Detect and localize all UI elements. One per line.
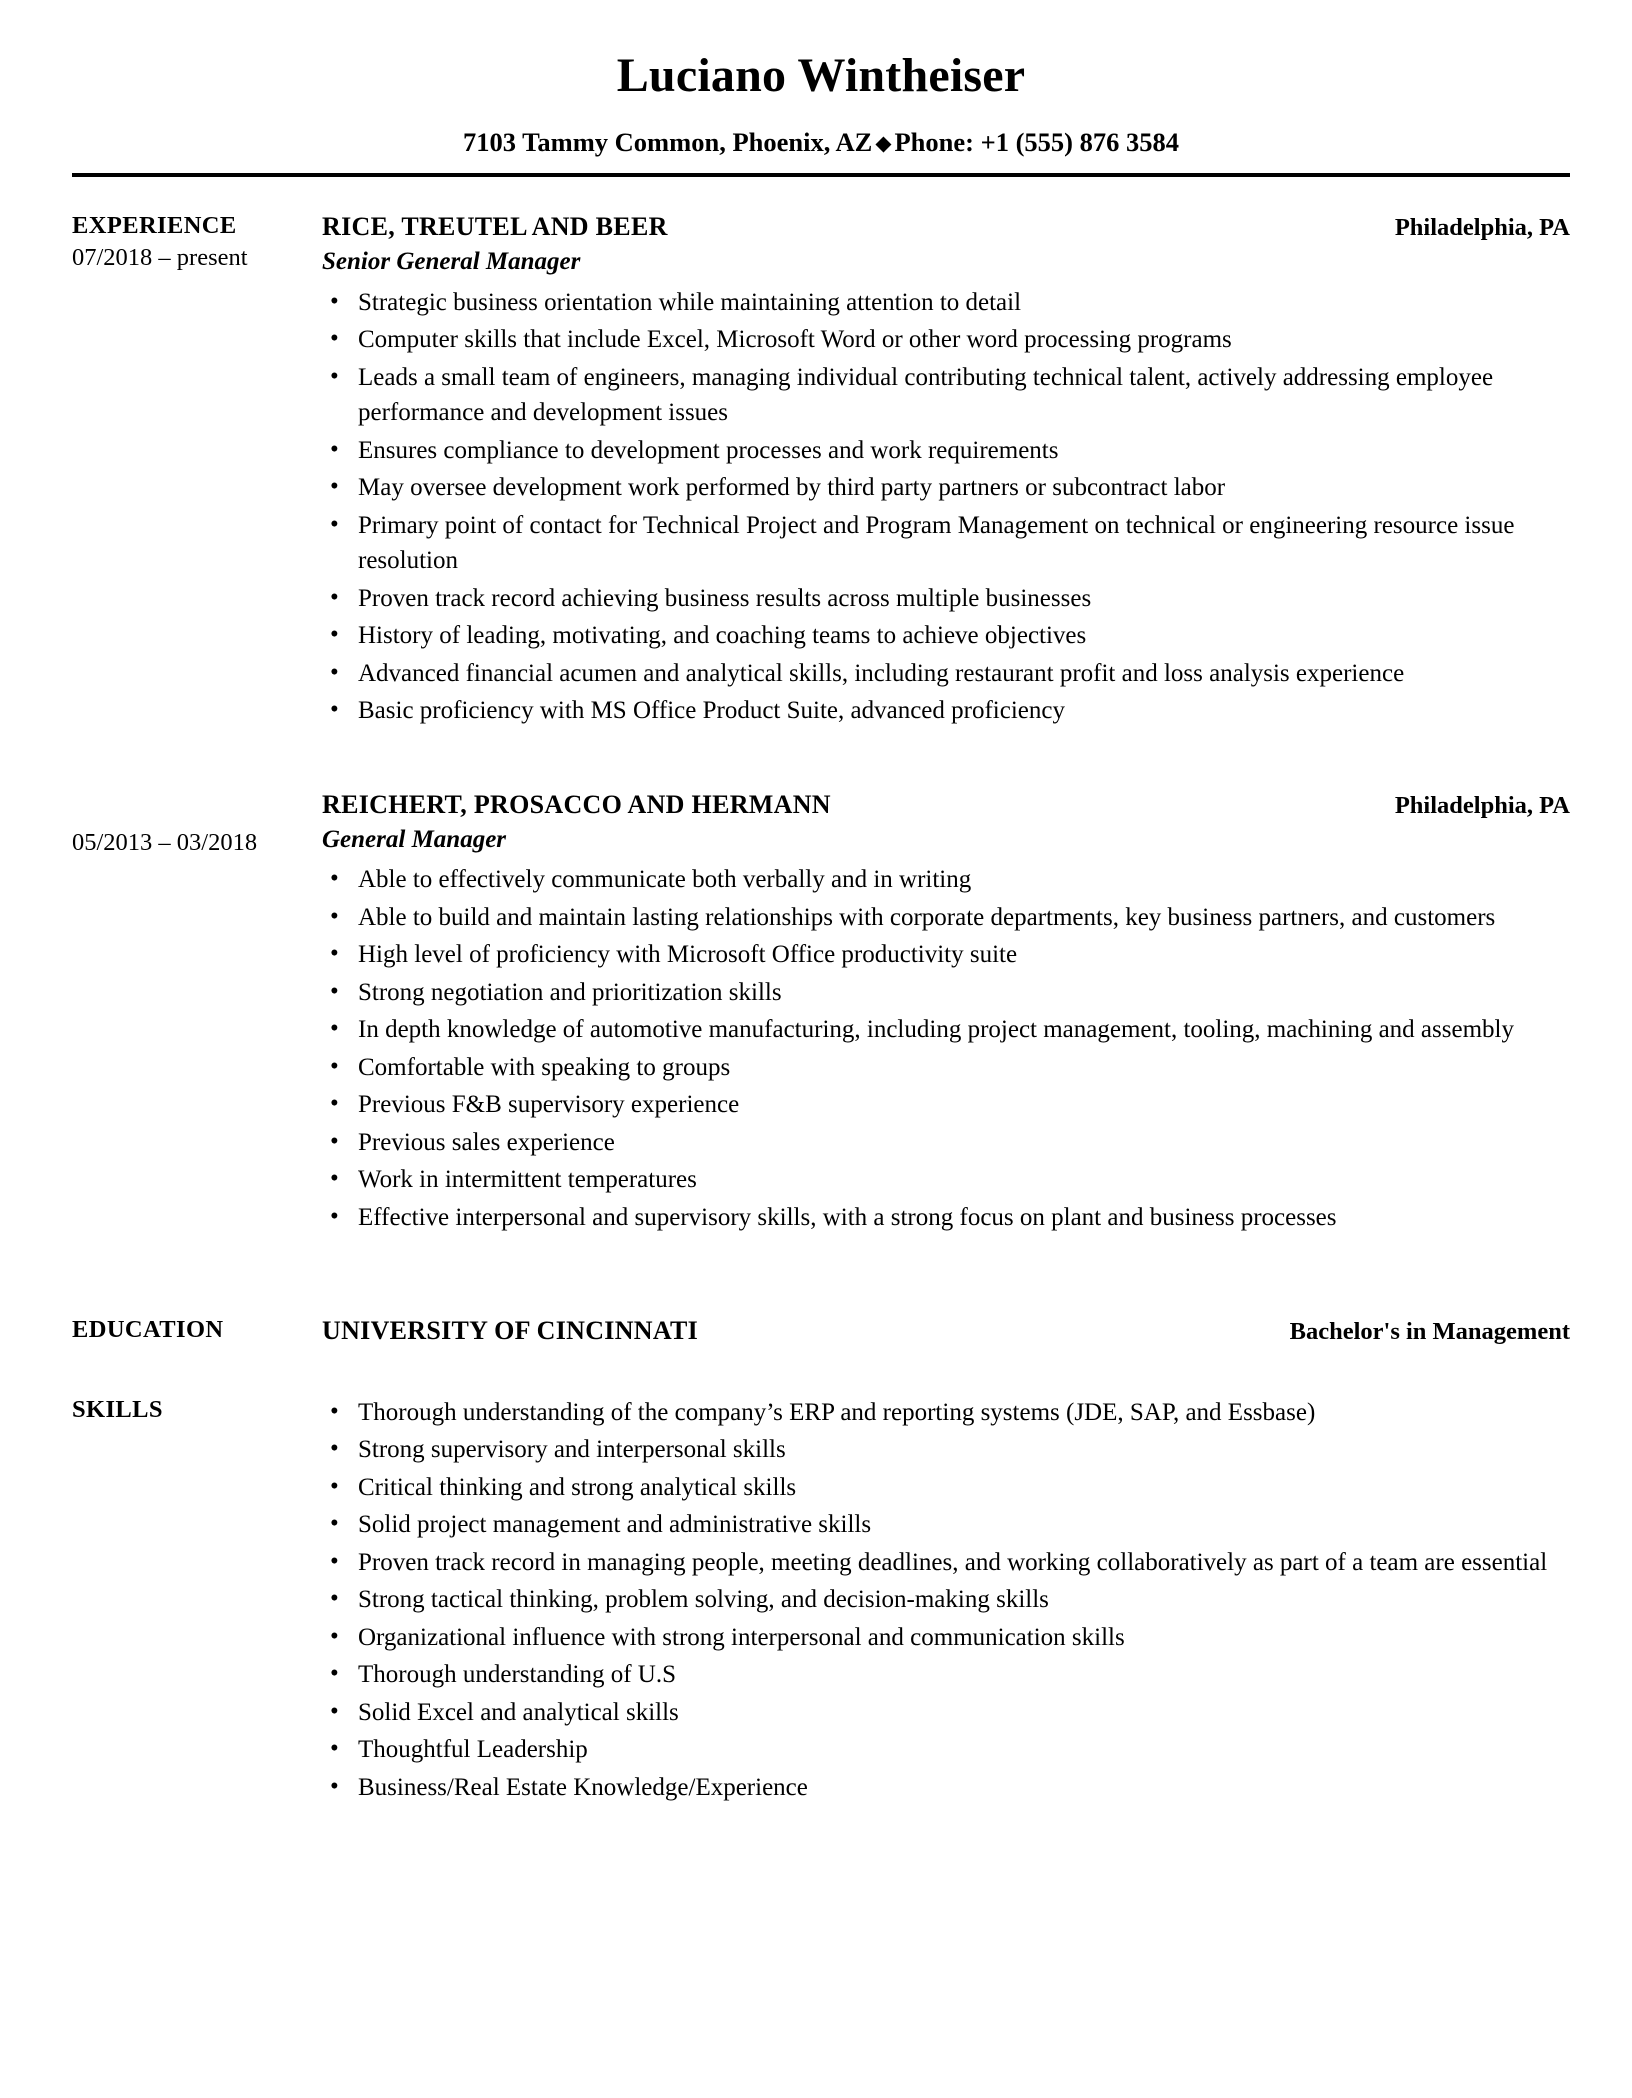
list-item: • Computer skills that include Excel, Microsoft Word or other word processing programs [322, 322, 1570, 358]
candidate-name: Luciano Wintheiser [616, 49, 1026, 102]
list-item: • Proven track record in managing people, meeting deadlines, and working collaboratively as part of a team are essential [322, 1545, 1570, 1581]
experience-meta-column [72, 211, 322, 273]
diamond-separator-icon: ◆ [875, 131, 892, 156]
list-item: • Work in intermittent temperatures [322, 1162, 1570, 1198]
list-item: • Previous F&B supervisory experience [322, 1087, 1570, 1123]
list-item: • Thorough understanding of U.S [322, 1657, 1570, 1693]
experience-section-job-2 [72, 789, 1570, 1238]
skills-section [72, 1395, 1570, 1808]
skills-bullet-list [322, 1395, 1570, 1806]
job-content [322, 789, 1570, 1238]
list-item: • May oversee development work performed by third party partners or subcontract labor [322, 470, 1570, 506]
list-item: • Comfortable with speaking to groups [322, 1050, 1570, 1086]
list-item: • Strong tactical thinking, problem solving, and decision-making skills [322, 1582, 1570, 1618]
job-location: Philadelphia, PA [1394, 213, 1570, 241]
education-meta-column [72, 1315, 322, 1346]
list-item: • Business/Real Estate Knowledge/Experience [322, 1770, 1570, 1806]
list-item: • Proven track record achieving business results across multiple businesses [322, 581, 1570, 617]
job-bullet-list [322, 862, 1570, 1235]
spacer [72, 1237, 1570, 1315]
list-item: • Ensures compliance to development processes and work requirements [322, 433, 1570, 469]
job-dates: 07/2018 – present [72, 243, 248, 271]
section-label-education: EDUCATION [72, 1316, 224, 1344]
spacer [72, 1347, 1570, 1395]
list-item: • Thoughtful Leadership [322, 1732, 1570, 1768]
job-headline [322, 211, 1570, 242]
education-degree: Bachelor's in Management [1289, 1318, 1570, 1346]
list-item: • Primary point of contact for Technical Project and Program Management on technical or engineering resource issue resolution [322, 508, 1570, 579]
list-item: • Previous sales experience [322, 1125, 1570, 1161]
job-bullet-list [322, 285, 1570, 729]
experience-section-job-1 [72, 211, 1570, 731]
list-item: • Strong supervisory and interpersonal skills [322, 1432, 1570, 1468]
education-headline [322, 1315, 1570, 1346]
experience-meta-column [72, 789, 322, 859]
list-item: • Organizational influence with strong interpersonal and communication skills [322, 1620, 1570, 1656]
skills-content [322, 1395, 1570, 1808]
list-item: • Thorough understanding of the company’s ERP and reporting systems (JDE, SAP, and Essbase) [322, 1395, 1570, 1431]
list-item: • Leads a small team of engineers, managing individual contributing technical talent, actively addressing employee performance and development issues [322, 360, 1570, 431]
job-company: RICE, TREUTEL AND BEER [322, 211, 668, 241]
job-location: Philadelphia, PA [1394, 791, 1570, 819]
list-item: • Solid Excel and analytical skills [322, 1695, 1570, 1731]
list-item: • Strategic business orientation while maintaining attention to detail [322, 285, 1570, 321]
list-item: • Solid project management and administrative skills [322, 1507, 1570, 1543]
education-content [322, 1315, 1570, 1346]
job-dates: 05/2013 – 03/2018 [72, 828, 258, 856]
contact-phone: Phone: +1 (555) 876 3584 [894, 127, 1179, 158]
section-label-skills: SKILLS [72, 1395, 163, 1423]
contact-line [72, 127, 1570, 159]
section-label-experience: EXPERIENCE [72, 211, 237, 239]
list-item: • Advanced financial acumen and analytical skills, including restaurant profit and loss analysis experience [322, 656, 1570, 692]
spacer [72, 731, 1570, 789]
list-item: • Able to effectively communicate both verbally and in writing [322, 862, 1570, 898]
list-item: • In depth knowledge of automotive manufacturing, including project management, tooling, machining and assembly [322, 1012, 1570, 1048]
job-headline [322, 789, 1570, 820]
job-company: REICHERT, PROSACCO AND HERMANN [322, 789, 831, 819]
header-divider [72, 173, 1570, 177]
contact-address: 7103 Tammy Common, Phoenix, AZ [463, 127, 873, 158]
list-item: • History of leading, motivating, and coaching teams to achieve objectives [322, 618, 1570, 654]
list-item: • Effective interpersonal and supervisory skills, with a strong focus on plant and business processes [322, 1200, 1570, 1236]
list-item: • Strong negotiation and prioritization skills [322, 975, 1570, 1011]
education-school: UNIVERSITY OF CINCINNATI [322, 1316, 699, 1346]
skills-meta-column [72, 1395, 322, 1426]
education-section [72, 1315, 1570, 1346]
list-item: • Basic proficiency with MS Office Product Suite, advanced proficiency [322, 693, 1570, 729]
job-title: Senior General Manager [322, 248, 581, 276]
list-item: • High level of proficiency with Microsoft Office productivity suite [322, 937, 1570, 973]
list-item: • Critical thinking and strong analytical skills [322, 1470, 1570, 1506]
job-content [322, 211, 1570, 731]
list-item: • Able to build and maintain lasting relationships with corporate departments, key business partners, and customers [322, 900, 1570, 936]
job-title: General Manager [322, 825, 507, 853]
